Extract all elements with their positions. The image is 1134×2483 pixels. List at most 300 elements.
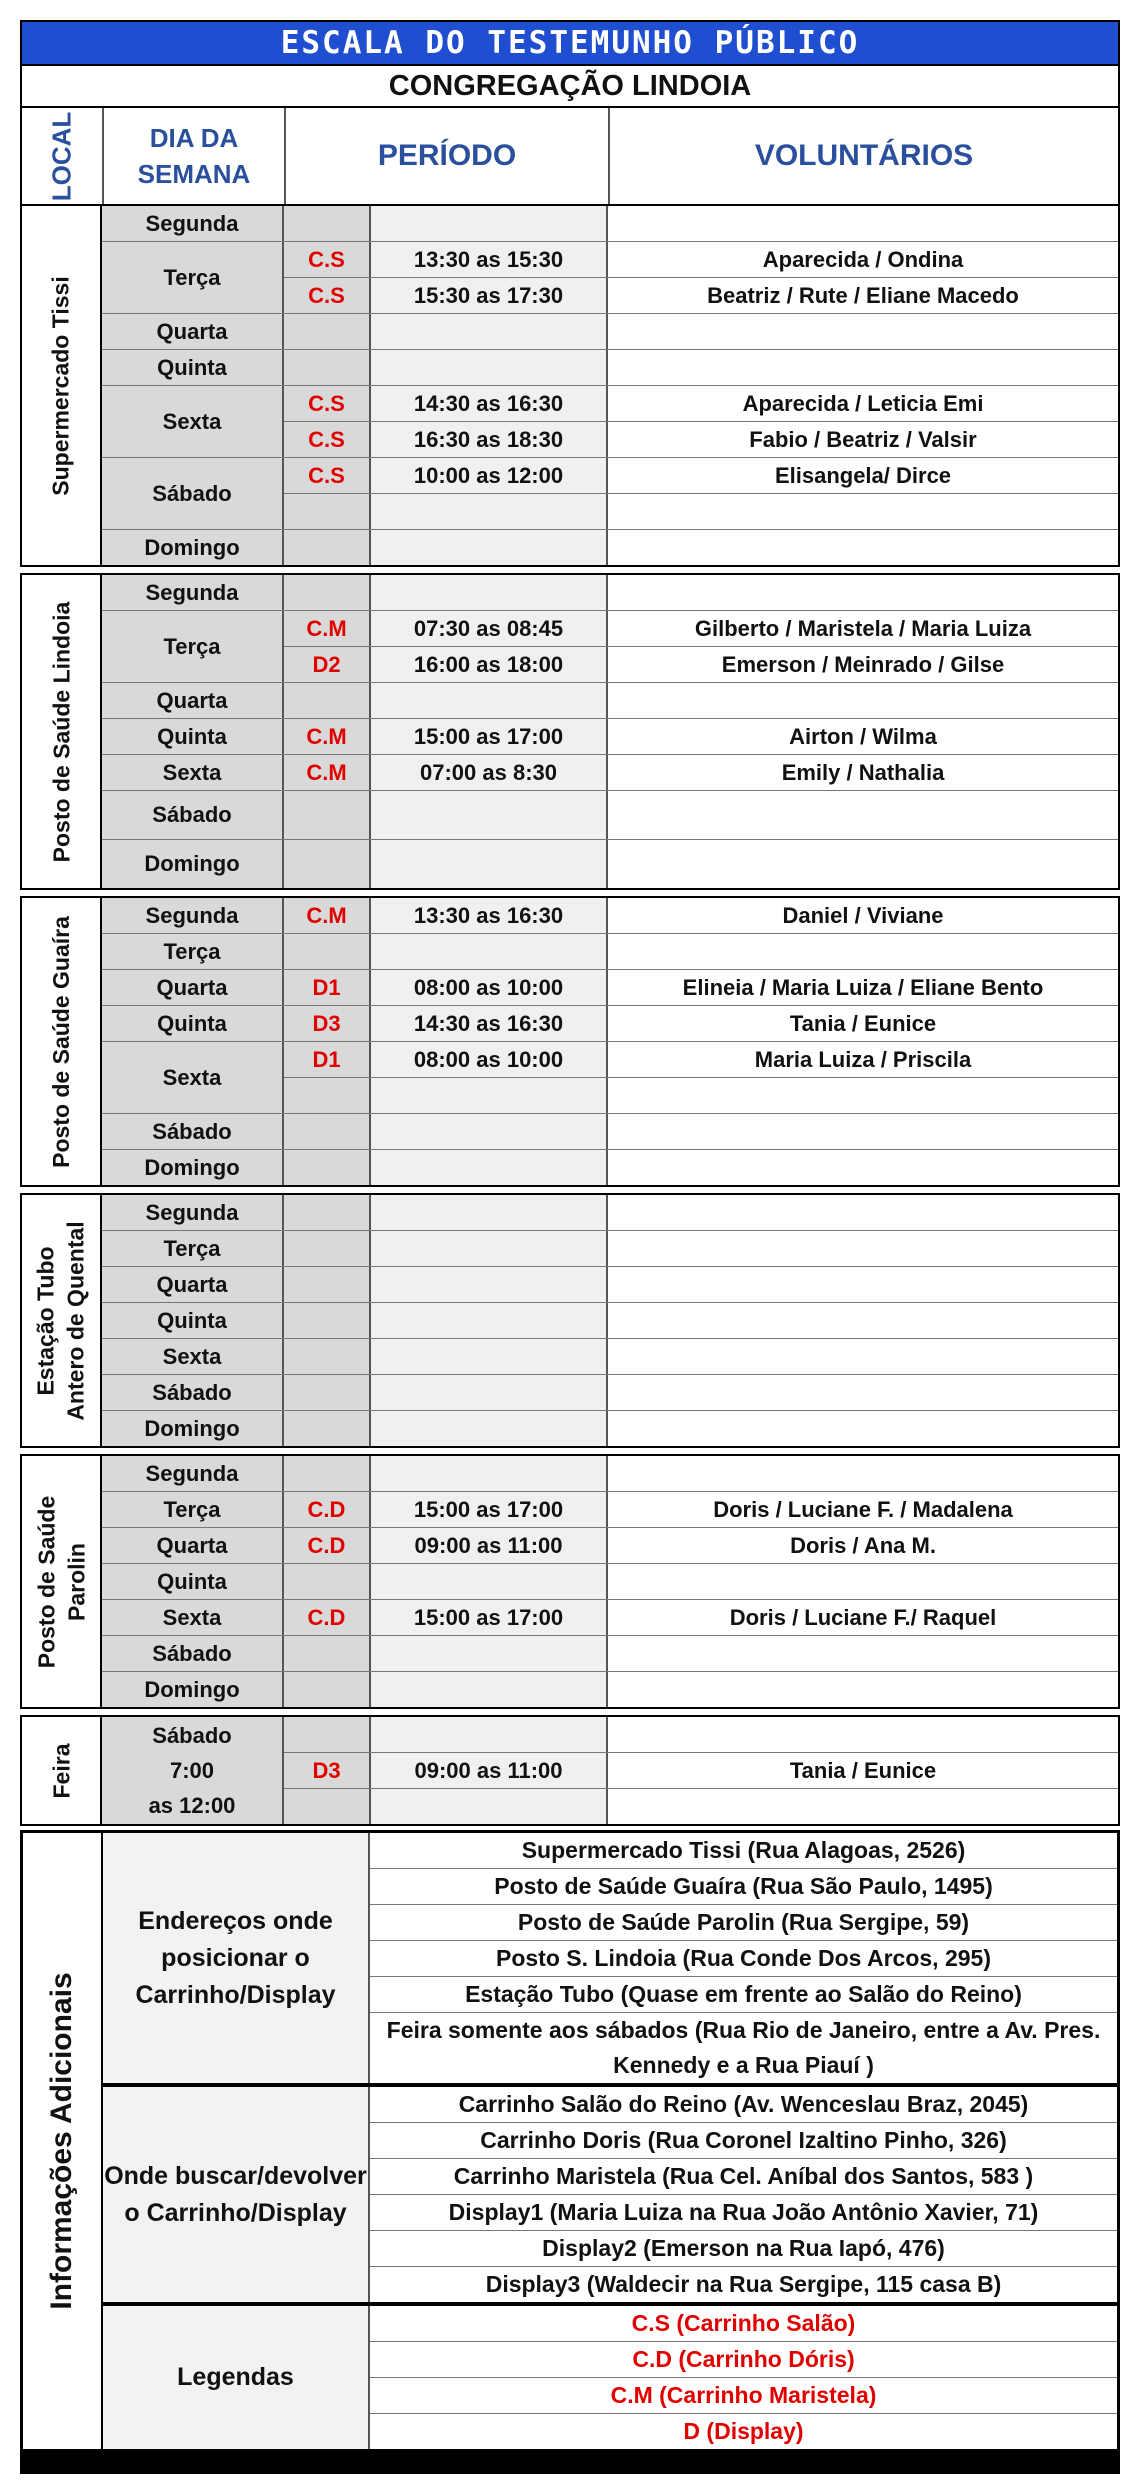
- location-section: [20, 206, 1120, 567]
- table-row: [284, 1267, 1118, 1302]
- info-block: [103, 2306, 1117, 2449]
- voluntarios-cell: [608, 791, 1118, 839]
- periodo-cell: [371, 840, 608, 888]
- periodo-cell: [371, 206, 608, 241]
- table-row: [284, 1006, 1118, 1041]
- code-cell: [284, 1717, 371, 1752]
- code-cell: C.M: [284, 611, 371, 646]
- day-group: [102, 1564, 1118, 1600]
- periodo-cell: [371, 1150, 608, 1185]
- location-cell: [22, 575, 102, 888]
- header-dia-semana: [104, 108, 286, 204]
- voluntarios-cell: Aparecida / Leticia Emi: [608, 386, 1118, 421]
- voluntarios-cell: [608, 1375, 1118, 1410]
- voluntarios-cell: Beatriz / Rute / Eliane Macedo: [608, 278, 1118, 313]
- day-group: [102, 1456, 1118, 1492]
- header-periodo: PERÍODO: [286, 108, 610, 204]
- code-cell: [284, 1456, 371, 1491]
- day-group: [102, 314, 1118, 350]
- code-cell: [284, 791, 371, 839]
- day-cell: Domingo: [102, 1672, 284, 1707]
- location-section: [20, 1193, 1120, 1448]
- voluntarios-cell: [608, 1717, 1118, 1752]
- day-group: [102, 1672, 1118, 1707]
- table-row: [284, 1600, 1118, 1635]
- day-cell: Segunda: [102, 1195, 284, 1230]
- day-slots: [284, 755, 1118, 790]
- table-row: [284, 1492, 1118, 1527]
- day-group: [102, 206, 1118, 242]
- periodo-cell: [371, 530, 608, 565]
- code-cell: [284, 206, 371, 241]
- day-slots: [284, 898, 1118, 933]
- periodo-cell: 15:30 as 17:30: [371, 278, 608, 313]
- table-row: [284, 683, 1118, 718]
- periodo-cell: 13:30 as 15:30: [371, 242, 608, 277]
- voluntarios-cell: Doris / Ana M.: [608, 1528, 1118, 1563]
- code-cell: C.S: [284, 278, 371, 313]
- day-group: [102, 1636, 1118, 1672]
- day-group: [102, 242, 1118, 314]
- location-section: [20, 573, 1120, 890]
- day-cell: Quarta: [102, 683, 284, 718]
- location-rows: [102, 575, 1118, 888]
- location-section: [20, 1454, 1120, 1709]
- day-group: [102, 611, 1118, 683]
- day-cell: Terça: [102, 934, 284, 969]
- voluntarios-cell: Doris / Luciane F./ Raquel: [608, 1600, 1118, 1635]
- voluntarios-cell: [608, 1078, 1118, 1113]
- table-row: [284, 840, 1118, 888]
- day-cell: [102, 1717, 284, 1824]
- code-cell: [284, 840, 371, 888]
- day-group: [102, 683, 1118, 719]
- location-rows: [102, 1195, 1118, 1446]
- day-slots: [284, 719, 1118, 754]
- day-cell: Sexta: [102, 1600, 284, 1635]
- periodo-cell: [371, 1411, 608, 1446]
- info-section: [20, 1830, 1120, 2452]
- info-item: C.D (Carrinho Dóris): [370, 2342, 1117, 2378]
- periodo-cell: [371, 1672, 608, 1707]
- periodo-cell: 16:30 as 18:30: [371, 422, 608, 457]
- day-slots: [284, 1339, 1118, 1374]
- day-cell: Quarta: [102, 1267, 284, 1302]
- day-slots: [284, 1042, 1118, 1113]
- code-cell: [284, 1636, 371, 1671]
- table-row: [284, 422, 1118, 457]
- table-row: [284, 1303, 1118, 1338]
- voluntarios-cell: [608, 1789, 1118, 1824]
- day-group: [102, 1600, 1118, 1636]
- table-row: [284, 1564, 1118, 1599]
- bottom-bar: [20, 2452, 1120, 2474]
- info-list: [370, 1833, 1117, 2083]
- day-group: [102, 1411, 1118, 1446]
- day-cell: Quarta: [102, 970, 284, 1005]
- info-item: Display3 (Waldecir na Rua Sergipe, 115 casa B): [485, 2271, 1002, 2297]
- info-title: Informações Adicionais: [45, 1972, 78, 2310]
- location-rows: [102, 206, 1118, 565]
- day-slots: [284, 791, 1118, 839]
- voluntarios-cell: Gilberto / Maristela / Maria Luiza: [608, 611, 1118, 646]
- day-cell: Terça: [102, 1492, 284, 1527]
- code-cell: D3: [284, 1006, 371, 1041]
- day-group: [102, 755, 1118, 791]
- table-row: [284, 1456, 1118, 1491]
- voluntarios-cell: [608, 1672, 1118, 1707]
- periodo-cell: 15:00 as 17:00: [371, 1600, 608, 1635]
- periodo-cell: [371, 683, 608, 718]
- day-slots: [284, 1636, 1118, 1671]
- day-slots: [284, 1564, 1118, 1599]
- periodo-cell: 08:00 as 10:00: [371, 1042, 608, 1077]
- header-local-label: LOCAL: [46, 111, 77, 201]
- table-row: [284, 1789, 1118, 1824]
- location-label: [31, 1221, 91, 1420]
- periodo-cell: 07:00 as 8:30: [371, 755, 608, 790]
- voluntarios-cell: Elineia / Maria Luiza / Eliane Bento: [608, 970, 1118, 1005]
- day-slots: [284, 1375, 1118, 1410]
- voluntarios-cell: [608, 683, 1118, 718]
- day-cell: Domingo: [102, 1411, 284, 1446]
- day-cell: Sábado: [102, 1375, 284, 1410]
- code-cell: D3: [284, 1753, 371, 1788]
- day-cell: Segunda: [102, 1456, 284, 1491]
- info-item: C.S (Carrinho Salão): [370, 2306, 1117, 2342]
- day-group: [102, 458, 1118, 530]
- code-cell: [284, 575, 371, 610]
- voluntarios-cell: [608, 1636, 1118, 1671]
- code-cell: C.M: [284, 898, 371, 933]
- code-cell: D1: [284, 970, 371, 1005]
- info-item: Posto S. Lindoia (Rua Conde Dos Arcos, 295): [370, 1941, 1117, 1977]
- day-cell: Sábado: [102, 458, 284, 529]
- day-slots: [284, 1672, 1118, 1707]
- periodo-cell: [371, 1456, 608, 1491]
- info-item: Carrinho Salão do Reino (Av. Wenceslau Braz, 2045): [370, 2087, 1117, 2123]
- code-cell: [284, 1339, 371, 1374]
- day-group: [102, 1375, 1118, 1411]
- periodo-cell: 14:30 as 16:30: [371, 1006, 608, 1041]
- header-voluntarios: VOLUNTÁRIOS: [754, 139, 974, 172]
- table-row: [284, 898, 1118, 933]
- table-row: [284, 1375, 1118, 1410]
- periodo-cell: 09:00 as 11:00: [371, 1528, 608, 1563]
- code-cell: C.D: [284, 1600, 371, 1635]
- day-group: [102, 1114, 1118, 1150]
- day-slots: [284, 1267, 1118, 1302]
- location-label: Feira: [47, 1743, 74, 1798]
- voluntarios-cell: [608, 1564, 1118, 1599]
- code-cell: [284, 934, 371, 969]
- feira-section: [20, 1715, 1120, 1826]
- day-slots: [284, 611, 1118, 682]
- code-cell: C.S: [284, 422, 371, 457]
- periodo-cell: [371, 1717, 608, 1752]
- schedule-sections: [20, 206, 1120, 1709]
- day-slots: [284, 314, 1118, 349]
- day-slots: [284, 840, 1118, 888]
- day-cell: Terça: [102, 1231, 284, 1266]
- voluntarios-cell: [608, 1411, 1118, 1446]
- day-line: Sábado: [152, 1723, 232, 1748]
- code-cell: [284, 1150, 371, 1185]
- info-block: [103, 1833, 1117, 2087]
- location-label-line: Posto de Saúde Lindoia: [48, 601, 75, 862]
- table-row: [284, 1114, 1118, 1149]
- day-cell: Quinta: [102, 1303, 284, 1338]
- day-group: [102, 970, 1118, 1006]
- day-cell: Sábado: [102, 791, 284, 839]
- location-label-line: Parolin: [63, 1542, 90, 1621]
- table-row: [284, 647, 1118, 682]
- periodo-cell: [371, 575, 608, 610]
- day-slots: [284, 934, 1118, 969]
- day-slots: [284, 1600, 1118, 1635]
- info-block-label: Endereços onde posicionar o Carrinho/Display: [103, 1833, 370, 2083]
- table-row: [284, 242, 1118, 278]
- info-item: Carrinho Doris (Rua Coronel Izaltino Pinho, 326): [370, 2123, 1117, 2159]
- day-group: [102, 719, 1118, 755]
- table-row: [284, 206, 1118, 241]
- schedule-sheet: [20, 20, 1120, 2474]
- periodo-cell: 10:00 as 12:00: [371, 458, 608, 493]
- day-cell: Quarta: [102, 1528, 284, 1563]
- header-dia-line1: DIA DA: [149, 123, 239, 153]
- voluntarios-cell: [608, 206, 1118, 241]
- code-cell: [284, 1195, 371, 1230]
- header-local: [22, 108, 104, 204]
- voluntarios-cell: Elisangela/ Dirce: [608, 458, 1118, 493]
- day-group: [102, 1492, 1118, 1528]
- voluntarios-cell: [608, 1150, 1118, 1185]
- voluntarios-cell: [608, 1303, 1118, 1338]
- table-row: [284, 1411, 1118, 1446]
- location-label-line: Posto de Saúde Guaíra: [48, 915, 75, 1168]
- day-slots: [284, 1150, 1118, 1185]
- table-row: [284, 458, 1118, 494]
- code-cell: C.S: [284, 242, 371, 277]
- info-item: Posto de Saúde Guaíra (Rua São Paulo, 1495): [370, 1869, 1117, 1905]
- periodo-cell: [371, 1564, 608, 1599]
- voluntarios-cell: Aparecida / Ondina: [608, 242, 1118, 277]
- day-slots: [284, 970, 1118, 1005]
- info-item: Display1 (Maria Luiza na Rua João Antônio Xavier, 71): [370, 2195, 1117, 2231]
- voluntarios-cell: Emily / Nathalia: [608, 755, 1118, 790]
- day-slots: [284, 1195, 1118, 1230]
- table-row: [284, 1636, 1118, 1671]
- info-body: [103, 1833, 1117, 2449]
- periodo-cell: [371, 1078, 608, 1113]
- day-slots: [284, 1456, 1118, 1491]
- table-row: [284, 314, 1118, 349]
- code-cell: C.M: [284, 755, 371, 790]
- code-cell: [284, 1411, 371, 1446]
- code-cell: [284, 1078, 371, 1113]
- info-list: [370, 2087, 1117, 2302]
- info-block-label: Legendas: [103, 2306, 370, 2449]
- location-label-line: Supermercado Tissi: [48, 275, 75, 496]
- periodo-cell: [371, 934, 608, 969]
- periodo-cell: [371, 314, 608, 349]
- day-group: [102, 840, 1118, 888]
- day-slots: [284, 1492, 1118, 1527]
- day-cell: Sexta: [102, 1339, 284, 1374]
- table-row: [284, 719, 1118, 754]
- day-cell: Terça: [102, 611, 284, 682]
- day-cell: Quinta: [102, 1564, 284, 1599]
- location-label-line: Antero de Quental: [63, 1220, 90, 1421]
- location-label: [46, 276, 76, 495]
- info-item: Supermercado Tissi (Rua Alagoas, 2526): [370, 1833, 1117, 1869]
- location-cell: [22, 1456, 102, 1707]
- table-row: [284, 755, 1118, 790]
- day-cell: Segunda: [102, 575, 284, 610]
- day-group: [102, 934, 1118, 970]
- table-row: [284, 278, 1118, 313]
- periodo-cell: 14:30 as 16:30: [371, 386, 608, 421]
- day-cell: Sábado: [102, 1114, 284, 1149]
- day-slots: [284, 206, 1118, 241]
- table-row: [284, 934, 1118, 969]
- periodo-cell: [371, 1636, 608, 1671]
- day-line: as 12:00: [148, 1793, 236, 1818]
- header-dia-line2: SEMANA: [137, 159, 251, 189]
- code-cell: C.D: [284, 1528, 371, 1563]
- info-block-label: Onde buscar/devolver o Carrinho/Display: [103, 2087, 370, 2302]
- location-cell: [22, 1717, 102, 1824]
- voluntarios-cell: Tania / Eunice: [608, 1006, 1118, 1041]
- table-row: [284, 1753, 1118, 1789]
- day-line: 7:00: [169, 1758, 215, 1783]
- day-cell: Terça: [102, 242, 284, 313]
- day-group: [102, 575, 1118, 611]
- info-label-cell: [23, 1833, 103, 2449]
- day-group: [102, 1042, 1118, 1114]
- periodo-cell: [371, 1789, 608, 1824]
- code-cell: [284, 1303, 371, 1338]
- location-cell: [22, 206, 102, 565]
- info-item: Carrinho Maristela (Rua Cel. Aníbal dos Santos, 583 ): [370, 2159, 1117, 2195]
- location-label-line: Posto de Saúde: [33, 1495, 60, 1668]
- code-cell: [284, 1789, 371, 1824]
- table-row: [284, 1528, 1118, 1563]
- table-row: [284, 386, 1118, 422]
- day-slots: [284, 1114, 1118, 1149]
- day-slots: [284, 683, 1118, 718]
- info-item: Feira somente aos sábados (Rua Rio de Janeiro, entre a Av. Pres. Kennedy e a Rua Piauí ): [386, 2017, 1101, 2078]
- day-group: [102, 1339, 1118, 1375]
- location-cell: [22, 898, 102, 1185]
- voluntarios-cell: [608, 1267, 1118, 1302]
- code-cell: D1: [284, 1042, 371, 1077]
- code-cell: [284, 1267, 371, 1302]
- day-group: [102, 1195, 1118, 1231]
- voluntarios-cell: Tania / Eunice: [608, 1753, 1118, 1788]
- day-group: [102, 1717, 1118, 1824]
- day-cell: Segunda: [102, 898, 284, 933]
- table-row: [284, 791, 1118, 839]
- periodo-cell: 15:00 as 17:00: [371, 1492, 608, 1527]
- congregation-subtitle: CONGREGAÇÃO LINDOIA: [20, 64, 1120, 108]
- day-group: [102, 1150, 1118, 1185]
- table-row: [284, 1078, 1118, 1113]
- code-cell: [284, 350, 371, 385]
- voluntarios-cell: Airton / Wilma: [608, 719, 1118, 754]
- code-cell: [284, 1114, 371, 1149]
- table-row: [284, 611, 1118, 647]
- code-cell: C.D: [284, 1492, 371, 1527]
- day-cell: Sexta: [102, 1042, 284, 1113]
- day-cell: Sexta: [102, 386, 284, 457]
- day-group: [102, 530, 1118, 565]
- voluntarios-cell: Emerson / Meinrado / Gilse: [608, 647, 1118, 682]
- code-cell: [284, 683, 371, 718]
- day-slots: [284, 1717, 1118, 1824]
- day-group: [102, 386, 1118, 458]
- table-row: [284, 1672, 1118, 1707]
- location-label: [31, 1495, 91, 1668]
- day-cell: Quinta: [102, 1006, 284, 1041]
- periodo-cell: 07:30 as 08:45: [371, 611, 608, 646]
- table-row: [284, 1150, 1118, 1185]
- table-row: [284, 530, 1118, 565]
- voluntarios-cell: [608, 350, 1118, 385]
- voluntarios-cell: Maria Luiza / Priscila: [608, 1042, 1118, 1077]
- periodo-cell: 16:00 as 18:00: [371, 647, 608, 682]
- info-item: D (Display): [683, 2418, 804, 2444]
- periodo-cell: [371, 1339, 608, 1374]
- code-cell: [284, 530, 371, 565]
- voluntarios-cell: [608, 840, 1118, 888]
- periodo-cell: [371, 1375, 608, 1410]
- voluntarios-cell: [608, 575, 1118, 610]
- day-slots: [284, 1411, 1118, 1446]
- location-label: [46, 916, 76, 1168]
- info-item: Display2 (Emerson na Rua Iapó, 476): [370, 2231, 1117, 2267]
- day-group: [102, 1528, 1118, 1564]
- day-slots: [284, 1231, 1118, 1266]
- location-rows: [102, 1456, 1118, 1707]
- voluntarios-cell: [608, 934, 1118, 969]
- code-cell: C.S: [284, 458, 371, 493]
- code-cell: D2: [284, 647, 371, 682]
- day-cell: Domingo: [102, 530, 284, 565]
- periodo-cell: [371, 350, 608, 385]
- table-row: [284, 1195, 1118, 1230]
- day-slots: [284, 1006, 1118, 1041]
- info-list: [370, 2306, 1117, 2449]
- day-group: [102, 898, 1118, 934]
- day-slots: [284, 1528, 1118, 1563]
- day-group: [102, 1231, 1118, 1267]
- voluntarios-cell: [608, 1231, 1118, 1266]
- day-cell: Quinta: [102, 350, 284, 385]
- periodo-cell: [371, 791, 608, 839]
- code-cell: [284, 1672, 371, 1707]
- voluntarios-cell: [608, 1195, 1118, 1230]
- table-row: [284, 575, 1118, 610]
- periodo-cell: 08:00 as 10:00: [371, 970, 608, 1005]
- day-slots: [284, 386, 1118, 457]
- info-item: Posto de Saúde Parolin (Rua Sergipe, 59): [370, 1905, 1117, 1941]
- info-block: [103, 2087, 1117, 2306]
- code-cell: [284, 1564, 371, 1599]
- code-cell: [284, 1375, 371, 1410]
- day-cell: Quinta: [102, 719, 284, 754]
- voluntarios-cell: Daniel / Viviane: [608, 898, 1118, 933]
